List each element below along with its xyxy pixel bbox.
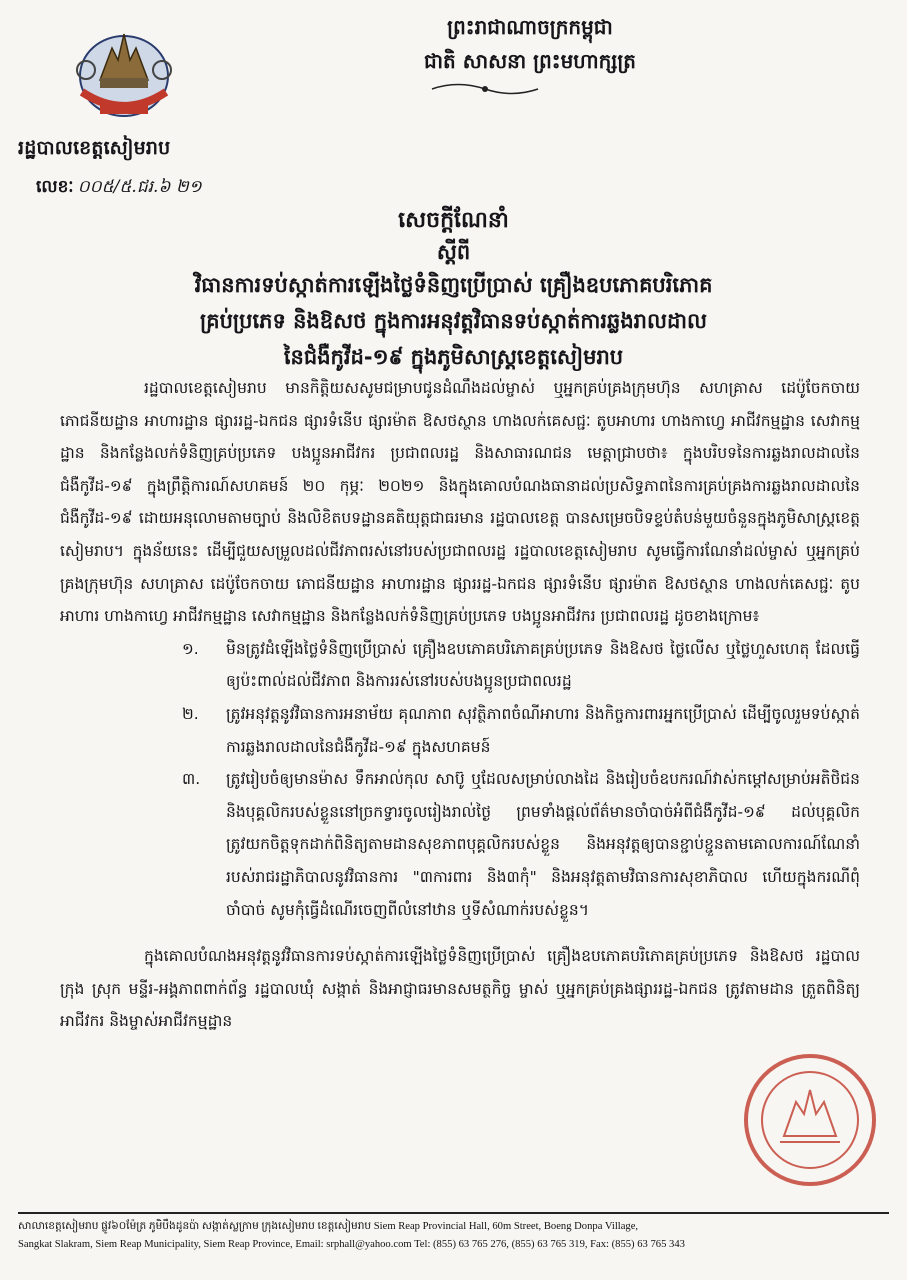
intro-paragraph: រដ្ឋបាលខេត្តសៀមរាប មានកិត្តិយសសូមជម្រាបជូនដំណឹងដល់ម្ចាស់ ឬអ្នកគ្រប់គ្រងក្រុមហ៊ុន សហគ្រាស ដេប៉ូចែកចាយ ភោជនីយដ្ឋាន អាហារដ្ឋាន ផ្សាររដ្ឋ-ឯកជន ផ្សារទំនើប ផ្សារម៉ាត ឱសថស្ថាន ហាងលក់គេសជ្ជៈ តូបអាហារ ហាងកាហ្វេ អាជីវកម្មដ្ឋាន សេវាកម្មដ្ឋាន និងកន្លែងលក់ទំនិញគ្រប់ប្រភេទ បងប្អូនអាជីវករ ប្រជាពលរដ្ឋ និងសាធារណជន មេត្តាជ្រាបថា៖ ក្នុងបរិបទនៃការឆ្លងរាលដាលនៃជំងឺកូវីដ-១៩ ក្នុងព្រឹត្តិការណ៍សហគមន៍ ២០ កុម្ភៈ ២០២១ និងក្នុងគោលបំណងធានាដល់ប្រសិទ្ធភាពនៃការគ្រប់គ្រងការឆ្លងរាលដាលនៃជំងឺកូវីដ-១៩ ដោយអនុលោមតាមច្បាប់ និងលិខិតបទដ្ឋានគតិយុត្តជាធរមាន រដ្ឋបាលខេត្ត បានសម្រេចបិទខ្ទប់តំបន់មួយចំនួនក្នុងភូមិសាស្ត្រខេត្តសៀមរាប។ ក្នុងន័យនេះ ដើម្បីជួយសម្រួលដល់ជីវភាពរស់នៅរបស់ប្រជាពលរដ្ឋ រដ្ឋបាលខេត្តសៀមរាប សូមធ្វើការណែនាំដល់ម្ចាស់ ឬអ្នកគ្រប់គ្រងក្រុមហ៊ុន សហគ្រាស ដេប៉ូចែកចាយ ភោជនីយដ្ឋាន អាហារដ្ឋាន ផ្សាររដ្ឋ-ឯកជន ផ្សារទំនើប ផ្សារម៉ាត ឱសថស្ថាន ហាងលក់គេសជ្ជៈ តូបអាហារ ហាងកាហ្វេ អាជីវកម្មដ្ឋាន សេវាកម្មដ្ឋាន និងកន្លែងលក់ទំនិញគ្រប់ប្រភេទ បងប្អូនអាជីវករ ប្រជាពលរដ្ឋ ដូចខាងក្រោម៖ bbox=[60, 379, 860, 626]
subject-line-3: នៃជំងឺកូវីដ-១៩ ក្នុងភូមិសាស្ត្រខេត្តសៀមរាប bbox=[283, 345, 624, 369]
closing-paragraph: ក្នុងគោលបំណងអនុវត្តនូវវិធានការទប់ស្កាត់ការឡើងថ្លៃទំនិញប្រើប្រាស់ គ្រឿងឧបភោគបរិភោគគ្រប់ប្រភេទ និងឱសថ រដ្ឋបាលក្រុង ស្រុក មន្ទីរ-អង្គភាពពាក់ព័ន្ធ រដ្ឋបាលឃុំ សង្កាត់ និងអាជ្ញាធរមានសមត្ថកិច្ច ម្ចាស់ ឬអ្នកគ្រប់គ្រងផ្សាររដ្ឋ-ឯកជន ត្រូវតាមដាន ត្រួតពិនិត្យអាជីវករ និងម្ចាស់អាជីវកម្មដ្ឋាន bbox=[60, 947, 860, 1031]
list-item bbox=[182, 698, 860, 763]
footer-divider bbox=[18, 1212, 889, 1214]
subject-label: ស្តីពី bbox=[436, 240, 471, 264]
provincial-emblem-logo bbox=[70, 20, 178, 124]
footer-address-line-1: សាលាខេត្តសៀមរាប ផ្លូវ៦០ម៉ែត្រ ភូមិបឹងដូនប៉ា សង្កាត់ស្លក្រាម ក្រុងសៀមរាប ខេត្តសៀមរាប Siem Reap Provincial Hall, 60m Street, Boeng Donpa Village, bbox=[18, 1221, 639, 1232]
item-text: ត្រូវអនុវត្តនូវវិធានការអនាម័យ គុណភាព សុវត្ថិភាពចំណីអាហារ និងកិច្ចការពារអ្នកប្រើប្រាស់ ដើម្បីចូលរួមទប់ស្កាត់ការឆ្លងរាលដាលនៃជំងឺកូវីដ-១៩ ក្នុងសហគមន៍ bbox=[226, 704, 860, 756]
national-heading bbox=[330, 10, 730, 78]
instruction-list bbox=[60, 633, 860, 926]
document-title-block bbox=[60, 205, 847, 375]
list-item bbox=[182, 763, 860, 926]
official-seal-stamp bbox=[740, 1050, 880, 1190]
item-text: ត្រូវរៀបចំឲ្យមានម៉ាស ទឹកអាល់កុល សាប៊ូ ឬដែលសម្រាប់លាងដៃ និងរៀបចំឧបករណ៍វាស់កម្តៅសម្រាប់អតិថិជន និងបុគ្គលិករបស់ខ្លួននៅច្រកទ្វារចូលរៀងរាល់ថ្ងៃ ព្រមទាំងផ្តល់ព័ត៌មានចាំបាច់អំពីជំងឺកូវីដ-១៩ ដល់បុគ្គលិក ត្រូវយកចិត្តទុកដាក់ពិនិត្យតាមដានសុខភាពបុគ្គលិករបស់ខ្លួន និងអនុវត្តឲ្យបានខ្ជាប់ខ្ជួនតាមគោលការណ៍ណែនាំរបស់រាជរដ្ឋាភិបាលនូវវិធានការ "៣ការពារ និង៣កុំ" និងអនុវត្តតាមវិធានការសុខាភិបាល ហើយក្នុងករណីពុំចាំបាច់ សូមកុំធ្វើដំណើរចេញពីលំនៅឋាន ឬទីសំណាក់របស់ខ្លួន។ bbox=[226, 770, 860, 919]
document-type-title: សេចក្តីណែនាំ bbox=[398, 208, 509, 233]
list-item bbox=[182, 633, 860, 698]
kingdom-name: ព្រះរាជាណាចក្រកម្ពុជា bbox=[447, 15, 613, 39]
item-number: ៣. bbox=[182, 770, 201, 789]
footer-contact bbox=[18, 1218, 890, 1254]
item-number: ១. bbox=[182, 639, 199, 658]
reference-value: ០០៥/៥.ជរ.៦ ២១ bbox=[77, 177, 202, 197]
subject-line-1: វិធានការទប់ស្កាត់ការឡើងថ្លៃទំនិញប្រើប្រាស់ គ្រឿងឧបភោគបរិភោគ bbox=[194, 273, 713, 297]
document-body bbox=[60, 372, 860, 1038]
reference-label: លេខៈ bbox=[36, 177, 74, 197]
motto-ornament bbox=[430, 80, 540, 98]
item-number: ២. bbox=[182, 704, 199, 723]
issuing-authority-name: រដ្ឋបាលខេត្តសៀមរាប bbox=[18, 137, 171, 159]
reference-number bbox=[36, 176, 202, 201]
subject-line-2: គ្រប់ប្រភេទ និងឱសថ ក្នុងការអនុវត្តវិធានទប់ស្កាត់ការឆ្លងរាលដាល bbox=[199, 309, 707, 333]
item-text: មិនត្រូវដំឡើងថ្លៃទំនិញប្រើប្រាស់ គ្រឿងឧបភោគបរិភោគគ្រប់ប្រភេទ និងឱសថ ថ្លៃលើស ឬថ្លៃហួសហេតុ ដែលធ្វើឲ្យប៉ះពាល់ដល់ជីវភាព និងការរស់នៅរបស់បងប្អូនប្រជាពលរដ្ឋ bbox=[226, 639, 860, 691]
footer-address-line-2: Sangkat Slakram, Siem Reap Municipality, Siem Reap Province, Email: srphall@yahoo.com Tel: (855) 63 765 276, (855) 63 765 319, Fax: (855) 63 765 343 bbox=[18, 1239, 685, 1250]
national-motto: ជាតិ សាសនា ព្រះមហាក្សត្រ bbox=[424, 49, 636, 73]
